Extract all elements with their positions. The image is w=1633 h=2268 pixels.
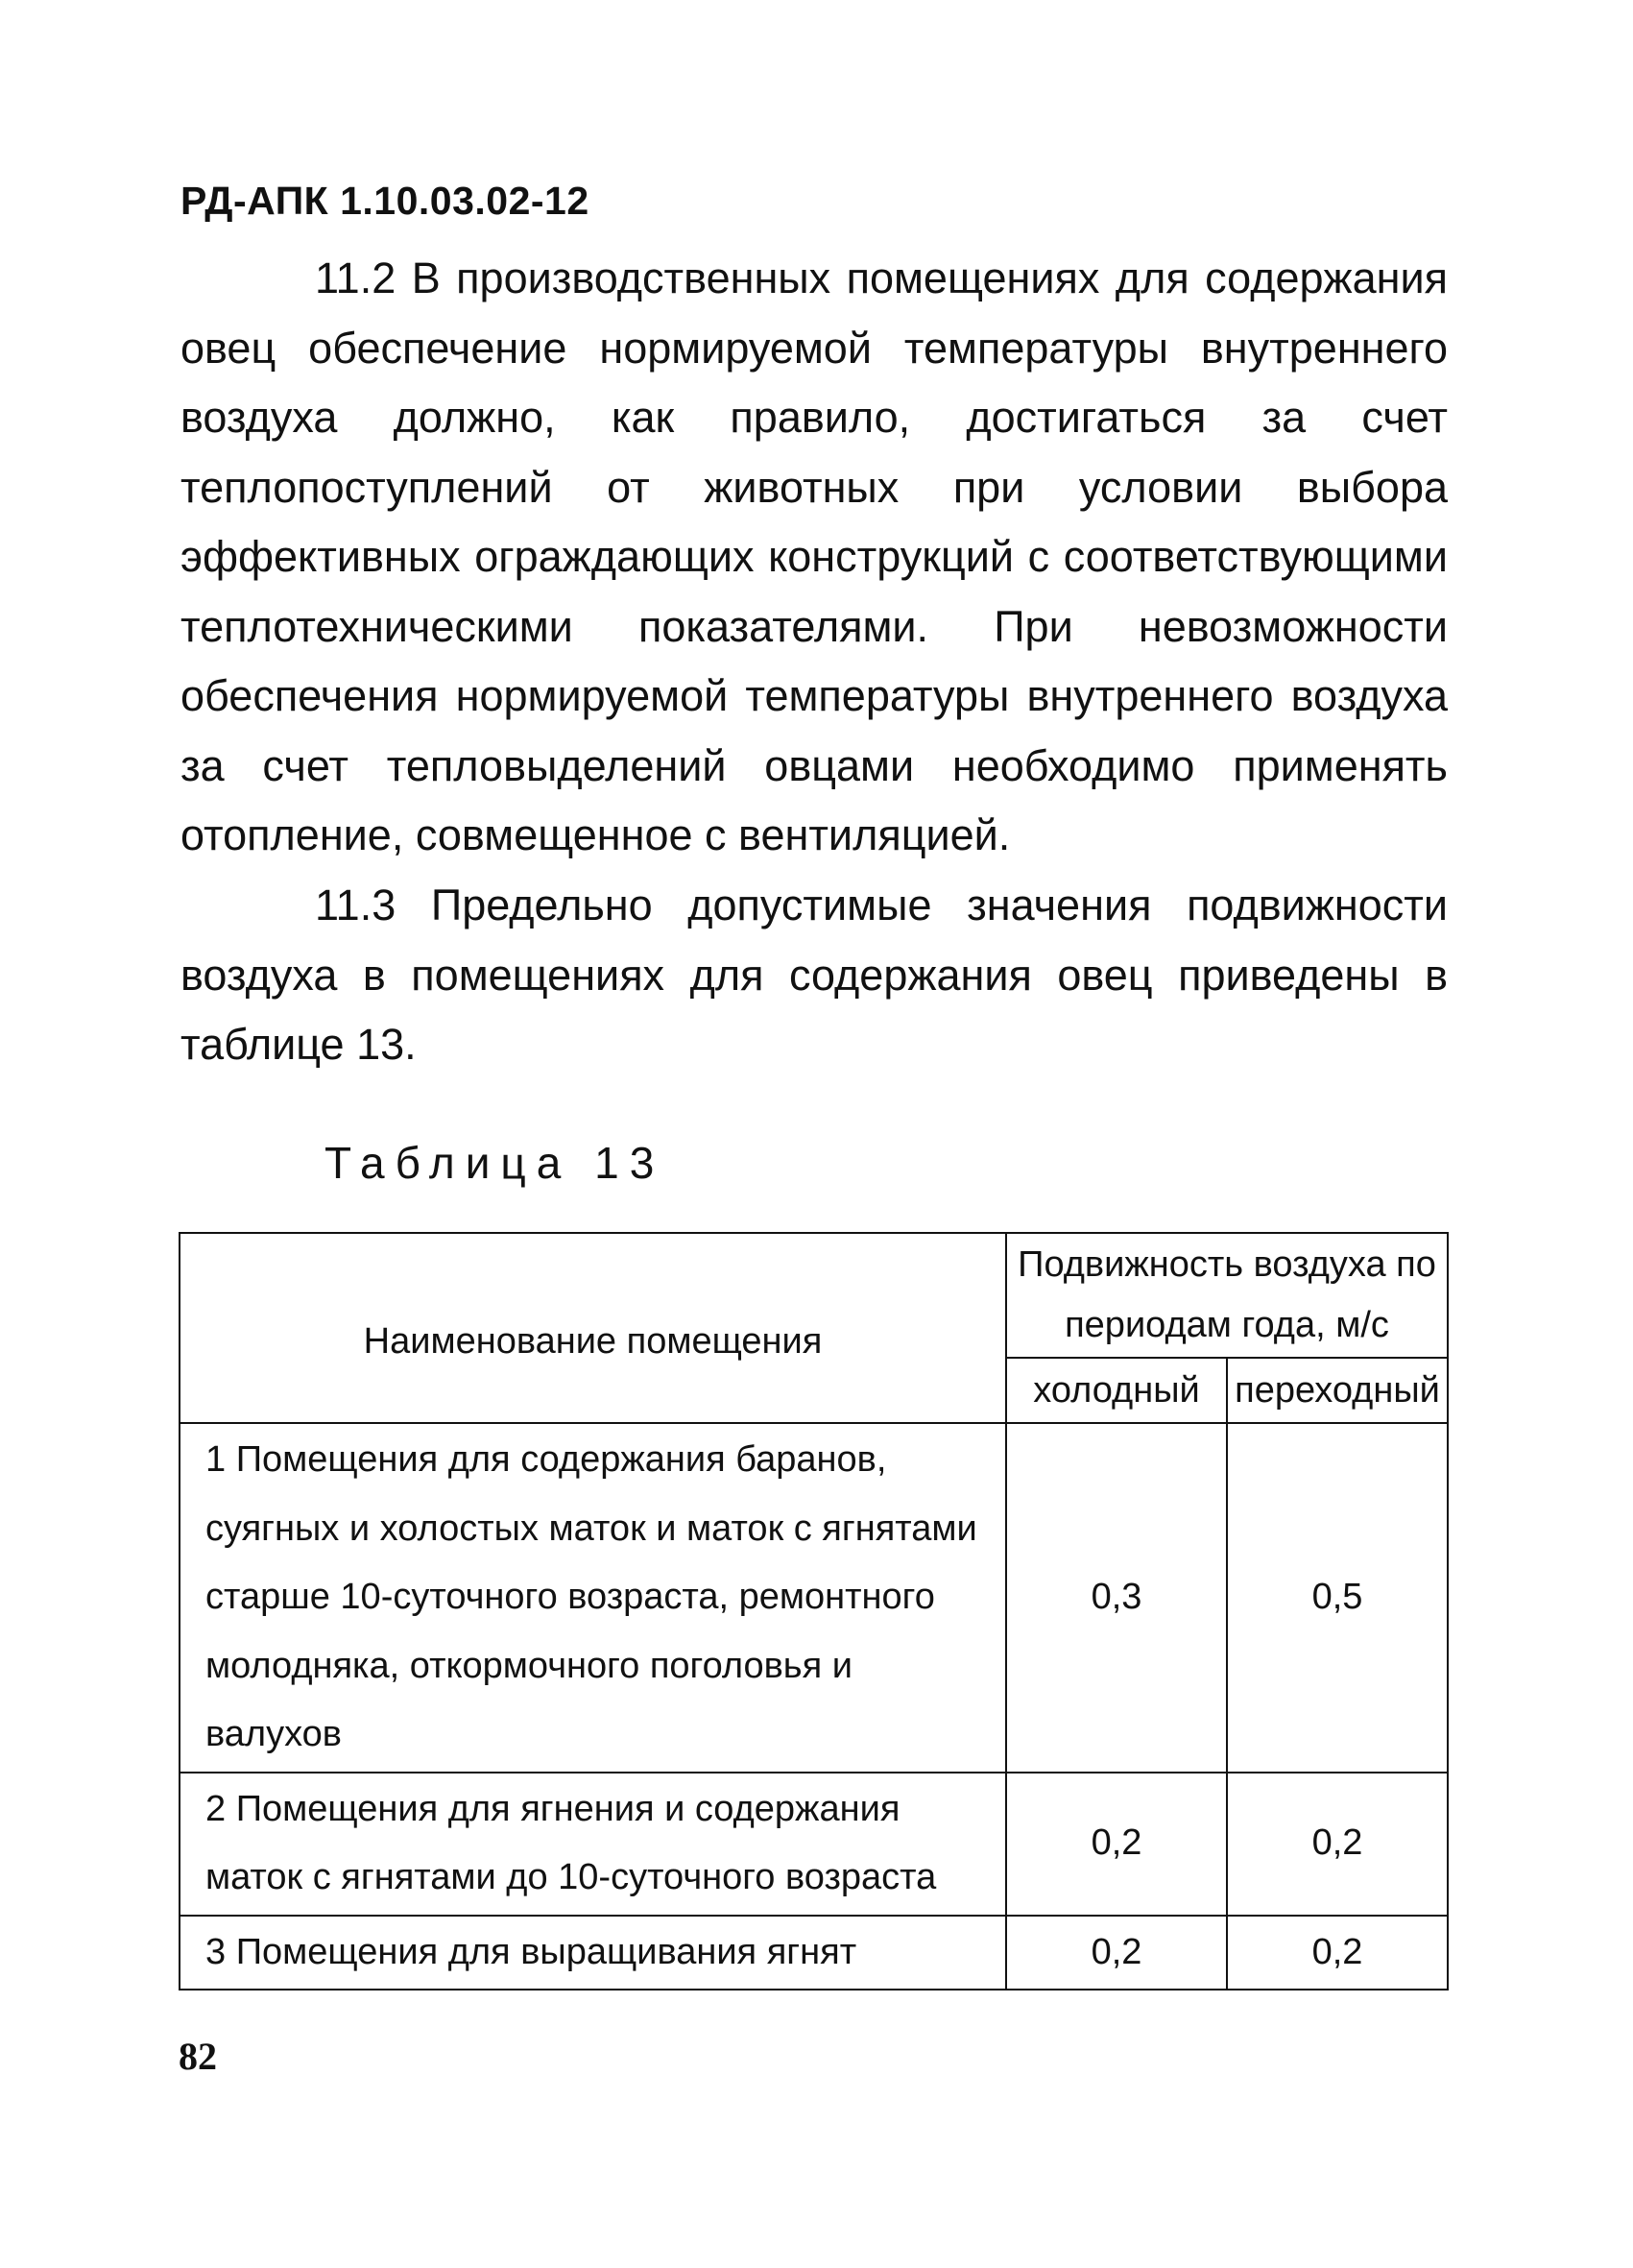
paragraph-11-2: 11.2 В производственных помещениях для содержания овец обеспечение нормируемой температуры внутреннего воздуха должно, как правило, достигаться за счет теплопоступлений от животных при условии выбора эффективных ограждающих конструкций с соответствующими теплотехническими показателями. При невозможности обеспечения нормируемой температуры внутреннего воздуха за счет тепловыделений овцами необходимо применять отопление, совмещенное с вентиляцией. [180,253,1448,859]
air-mobility-table [179,1232,1449,1991]
row-cold-value: 0,3 [1006,1423,1227,1773]
row-cold-value: 0,2 [1006,1773,1227,1916]
table-row [180,1423,1448,1773]
table-row [180,1916,1448,1991]
header-cold-period: холодный [1006,1358,1227,1423]
table-row [180,1773,1448,1916]
row-transitional-value: 0,5 [1227,1423,1448,1773]
row-transitional-value: 0,2 [1227,1773,1448,1916]
row-transitional-value: 0,2 [1227,1916,1448,1991]
row-cold-value: 0,2 [1006,1916,1227,1991]
header-air-mobility: Подвижность воздуха по периодам года, м/с [1006,1233,1448,1358]
table-header-row [180,1233,1448,1358]
row-room-name: 3 Помещения для выращивания ягнят [180,1916,1006,1991]
header-transitional-period: переходный [1227,1358,1448,1423]
paragraph-11-3: 11.3 Предельно допустимые значения подвижности воздуха в помещениях для содержания овец приведены в таблице 13. [180,881,1448,1069]
document-code: РД-АПК 1.10.03.02-12 [180,179,589,223]
table-caption: Таблица 13 [324,1138,665,1188]
header-room-name: Наименование помещения [180,1233,1006,1423]
row-room-name: 2 Помещения для ягнения и содержания маток с ягнятами до 10-суточного возраста [180,1773,1006,1916]
row-room-name: 1 Помещения для содержания баранов, суягных и холостых маток и маток с ягнятами старше 10-суточного возраста, ремонтного молодняка, откормочного поголовья и валухов [180,1423,1006,1773]
page-number: 82 [179,2035,217,2078]
